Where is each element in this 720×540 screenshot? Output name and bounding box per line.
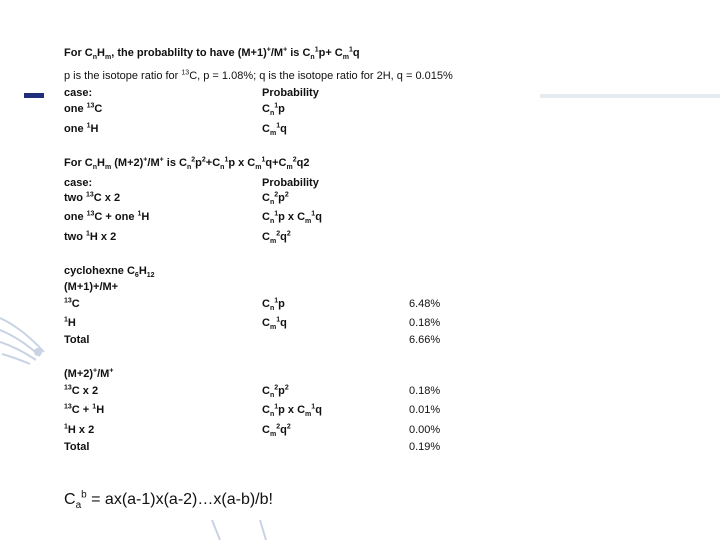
s1-definition: p is the isotope ratio for $^{13}$C, p = 1.08%; q is the isotope ratio for 2H, q = 0.015% — [64, 69, 453, 82]
accent-bar — [24, 93, 44, 98]
s4-title: (M+2)+/M+ — [64, 367, 114, 380]
s3-subtitle: (M+1)+/M+ — [64, 281, 119, 293]
s1-row-one-13c: one $^{13}$C $C_n^1p$ — [64, 102, 285, 118]
s3-total-value: 6.66% — [409, 334, 441, 346]
s2-header: case: Probability — [64, 177, 319, 189]
combination-formula: $C_a^b$ = ax(a-1)x(a-2)…x(a-b)/b! — [64, 489, 273, 512]
s1-heading: For $C_nH_m$, the probablilty to have (M+1)+/M+ is $C_n^1p+ C_m^1q$ — [64, 46, 360, 62]
s2-row-two-13c: two $^{13}$C x 2 $C_n^2p^2$ — [64, 191, 289, 207]
s4-value-13c-x2: 0.18% — [409, 385, 441, 397]
s1-header: case: Probability — [64, 87, 319, 99]
s3-row-1h: $^1$H $C_m^1q$ 0.18% — [64, 316, 441, 332]
s3-title: cyclohexne $C_6H_{12}$ — [64, 265, 155, 280]
s4-row-13c-1h: $^{13}$C + $^1$H $C_n^1p$ x $C_m^1q$ 0.01% — [64, 403, 441, 419]
s2-row-13c-1h: one $^{13}$C + one $^1$H $C_n^1p$ x $C_m^1q$ — [64, 210, 322, 226]
s3-row-13c: $^{13}$C $C_n^1p$ 6.48% — [64, 297, 441, 313]
s2-heading: For $C_nH_m$ (M+2)+/M+ is $C_n^2p^2+C_n^1p$ x $C_m^1q+C_m^2q2$ — [64, 156, 310, 172]
s4-row-13c-x2: $^{13}$C x 2 $C_n^2p^2$ 0.18% — [64, 384, 441, 400]
s1-row-one-1h: one $^1$H $C_m^1q$ — [64, 122, 287, 138]
s4-total-value: 0.19% — [409, 441, 441, 453]
s4-total: Total 0.19% — [64, 441, 441, 453]
s3-total: Total 6.66% — [64, 334, 441, 346]
s3-value-13c: 6.48% — [409, 298, 441, 310]
s4-row-1h-x2: $^1$H x 2 $C_m^2q^2$ 0.00% — [64, 423, 441, 439]
s4-value-13c-1h: 0.01% — [409, 404, 441, 416]
s4-value-1h-x2: 0.00% — [409, 424, 441, 436]
s3-value-1h: 0.18% — [409, 317, 441, 329]
s2-row-two-1h: two $^1$H x 2 $C_m^2q^2$ — [64, 230, 291, 246]
